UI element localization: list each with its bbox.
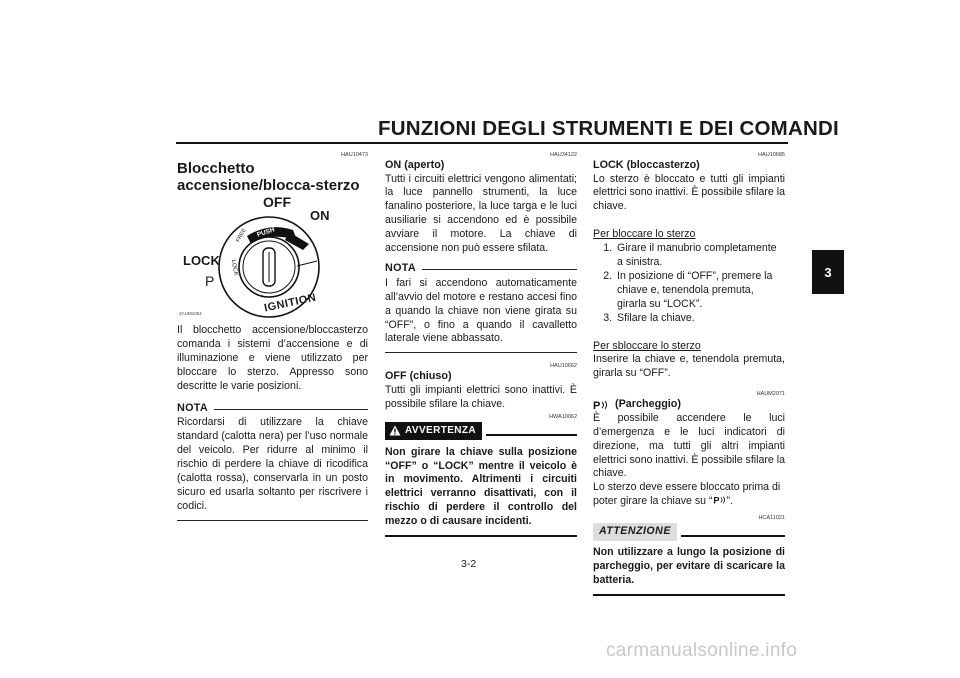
label-lock: LOCK (183, 253, 220, 268)
nota-text: Ricordarsi di utilizzare la chiave standard (calotta nera) per l’uso normale del veicolo. Per ridurre al minimo il rischio di perdere la chiave di ricodifica (calotta rossa), conservarla in un posto sicuro ed usarla soltanto per riscrivere i codici. (177, 416, 368, 512)
header-rule (176, 142, 788, 144)
column-2 (385, 152, 577, 537)
page-number: 3-2 (461, 558, 477, 570)
park-text-2 (593, 481, 785, 509)
park-text-2b: ”. (726, 495, 734, 508)
warning-label: AVVERTENZA (405, 424, 477, 436)
svg-text:P: P (593, 400, 601, 412)
nota-label: NOTA (385, 261, 416, 274)
label-lock-ring: LOCK (229, 259, 239, 277)
code-ref: HAU10662 (550, 363, 577, 370)
nota-label: NOTA (177, 401, 208, 414)
caution-text: Non utilizzare a lungo la posizione di parcheggio, per evitare di scaricare la batteria. (593, 546, 785, 586)
warning-rule (486, 434, 577, 436)
warning-badge (385, 422, 482, 440)
park-heading-row (593, 398, 785, 412)
list-item: 2. In posizione di “OFF”, premere la chiave e, tenendola premuta, girarla su “LOCK”. (615, 270, 785, 312)
nota-rule (214, 409, 368, 410)
caution-rule (681, 535, 785, 537)
code-ref: HWA10062 (549, 413, 577, 420)
watermark: carmanualsonline.info (606, 640, 798, 661)
label-off: OFF (263, 194, 291, 210)
label-ignition: IGNITION (263, 291, 318, 315)
parking-symbol-icon (713, 495, 727, 505)
block-title: Per bloccare lo sterzo (593, 228, 696, 241)
on-text: Tutti i circuiti elettrici vengono alimentati; la luce pannello strumenti, la luce fanalino posteriore, la luce targa e le luci ausiliarie si accendono ed è possibile avviare il motore. La chiave di accensione non può essere sfilata. (385, 172, 577, 255)
label-push: PUSH (256, 226, 276, 239)
code-ref: HAUM2971 (756, 391, 785, 398)
park-heading: (Parcheggio) (615, 398, 681, 411)
caution-end-rule (593, 594, 785, 596)
intro-text: Il blocchetto accensione/bloccasterzo comanda i sistemi d’accensione e di illuminazione e viene utilizzato per bloccare lo sterzo. Appresso sono descritte le varie posizioni. (177, 324, 368, 392)
lock-heading: LOCK (bloccasterzo) (593, 159, 700, 171)
nota-end-rule (385, 352, 577, 353)
label-free: FREE (235, 227, 248, 244)
label-p: P (205, 273, 215, 289)
warning-triangle-icon (389, 425, 401, 436)
ignition-switch-figure (177, 196, 368, 324)
column-3 (593, 152, 785, 596)
section-heading: Blocchetto accensione/blocca-sterzo (177, 160, 360, 194)
code-ref: HAU10473 (341, 152, 368, 158)
code-ref: HAU10685 (758, 152, 785, 158)
off-heading: OFF (chiuso) (385, 370, 452, 383)
column-1 (177, 152, 368, 521)
warning-header (385, 422, 577, 440)
nota-rule (422, 269, 577, 270)
park-text-2a: Lo sterzo deve essere bloccato prima di poter girare la chiave su “ (593, 481, 781, 508)
code-ref: HCA11021 (758, 515, 785, 522)
figure-code: ZAUM1054 (179, 311, 202, 316)
park-text-1: È possibile accendere le luci d’emergenza e le luci indicatori di direzione, ma tutti gli altri impianti elettrici sono inattivi. È possibile sfilare la chiave. (593, 411, 785, 480)
list-item: 1. Girare il manubrio completamente a sinistra. (615, 242, 785, 270)
code-ref: HAU34122 (550, 152, 577, 158)
block-steps (593, 242, 785, 325)
svg-text:P: P (712, 495, 719, 506)
parking-symbol-icon (593, 399, 609, 411)
caution-header (593, 523, 785, 541)
page-header-title: FUNZIONI DEGLI STRUMENTI E DEI COMANDI (378, 117, 839, 140)
nota-text: I fari si accendono automaticamente all’avvio del motore e restano accesi fino a quando la chiave non viene girata su “OFF”, o fino a quando il cavalletto laterale viene abbassato. (385, 276, 577, 345)
on-heading: ON (aperto) (385, 159, 445, 171)
chapter-tab: 3 (812, 250, 844, 294)
warning-end-rule (385, 535, 577, 537)
nota-header (385, 262, 577, 276)
caution-badge: ATTENZIONE (593, 523, 677, 541)
lock-text: Lo sterzo è bloccato e tutti gli impianti elettrici sono inattivi. È possibile sfilare la chiave. (593, 172, 785, 213)
off-text: Tutti gli impianti elettrici sono inattivi. È possibile sfilare la chiave. (385, 383, 577, 410)
nota-end-rule (177, 520, 368, 521)
nota-header (177, 402, 368, 416)
label-on: ON (310, 208, 330, 223)
unblock-text: Inserire la chiave e, tenendola premuta, girarla su “OFF”. (593, 353, 785, 380)
warning-text: Non girare la chiave sulla posizione “OFF” o “LOCK” mentre il veicolo è in movimento. Altrimenti i circuiti elettrici verranno disattivati, con il rischio di perdere il controllo del mezzo o di causare incidenti. (385, 445, 577, 528)
list-item: 3. Sfilare la chiave. (615, 312, 785, 326)
unblock-title: Per sbloccare lo sterzo (593, 339, 701, 352)
